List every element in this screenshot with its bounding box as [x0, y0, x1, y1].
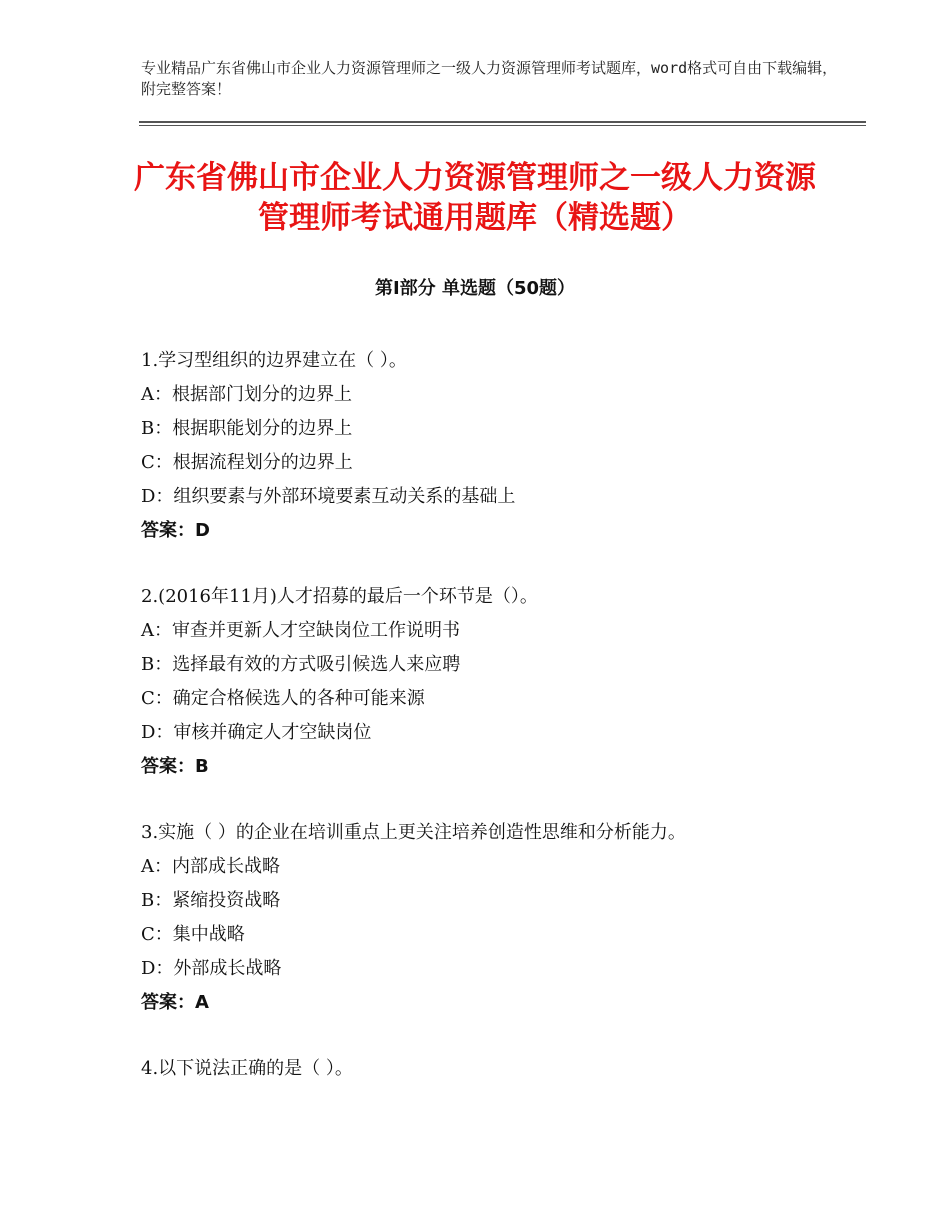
option-a: A：根据部门划分的边界上: [141, 384, 352, 405]
question-stem: 1.学习型组织的边界建立在（ ）。: [141, 350, 407, 371]
option-b: B：选择最有效的方式吸引候选人来应聘: [141, 654, 461, 675]
document-title: 广东省佛山市企业人力资源管理师之一级人力资源管理师考试通用题库（精选题）: [134, 160, 816, 236]
option-b: B：根据职能划分的边界上: [141, 418, 353, 439]
option-c: C：集中战略: [141, 924, 245, 945]
question-stem: 4.以下说法正确的是（ ）。: [141, 1058, 353, 1079]
option-c: C：根据流程划分的边界上: [141, 452, 353, 473]
section-title: 第Ⅰ部分 单选题（50题）: [374, 278, 575, 299]
option-b: B：紧缩投资战略: [141, 890, 281, 911]
option-d: D：组织要素与外部环境要素互动关系的基础上: [141, 486, 516, 507]
option-a: A：内部成长战略: [141, 856, 280, 877]
option-a: A：审查并更新人才空缺岗位工作说明书: [141, 620, 460, 641]
question-2: [141, 580, 841, 784]
option-c: C：确定合格候选人的各种可能来源: [141, 688, 425, 709]
question-list: [141, 344, 841, 1118]
header-note: 专业精品广东省佛山市企业人力资源管理师之一级人力资源管理师考试题库，word格式可自由下载编辑，附完整答案！: [141, 59, 838, 98]
option-d: D：审核并确定人才空缺岗位: [141, 722, 372, 743]
question-stem: 3.实施（ ）的企业在培训重点上更关注培养创造性思维和分析能力。: [141, 822, 686, 843]
question-3: [141, 816, 841, 1020]
header-rule-thin: [139, 125, 866, 126]
question-1: [141, 344, 841, 548]
header-rule: [139, 121, 866, 123]
answer: 答案：B: [141, 756, 209, 777]
question-stem: 2.(2016年11月)人才招募的最后一个环节是（）。: [141, 586, 538, 607]
question-4: [141, 1052, 841, 1086]
answer: 答案：D: [141, 520, 210, 541]
option-d: D：外部成长战略: [141, 958, 282, 979]
answer: 答案：A: [141, 992, 209, 1013]
